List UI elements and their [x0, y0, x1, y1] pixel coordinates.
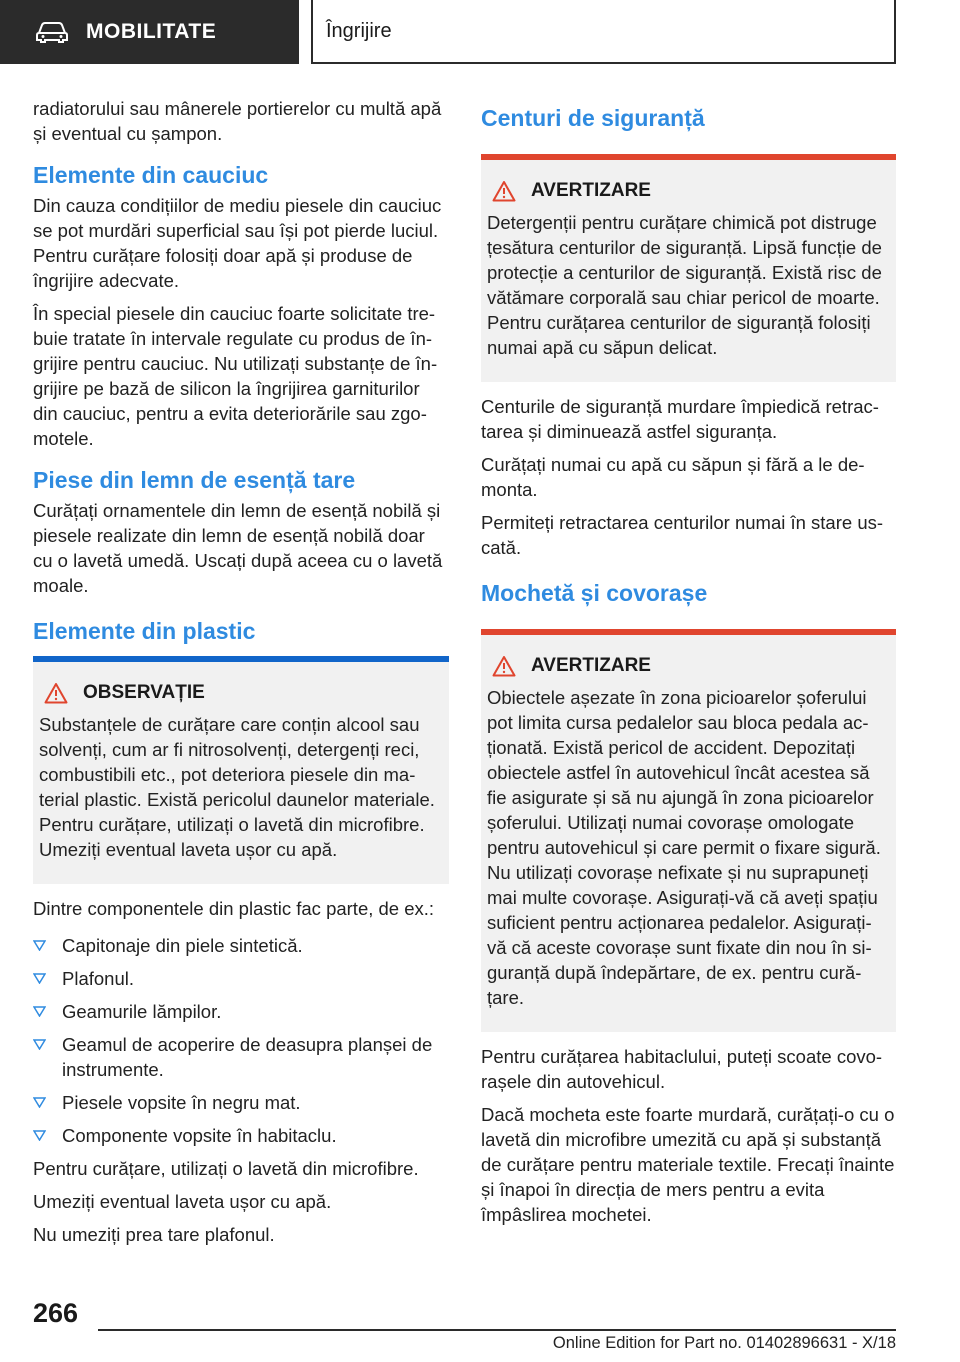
wood-paragraph: Curățați ornamentele din lemn de esență nobilă și piesele realizate din lemn de esență nobilă doar cu o lavetă umedă. Uscați după aceea cu o lavetă moale.	[33, 500, 443, 596]
right-column	[481, 103, 896, 1235]
triangle-bullet-icon	[33, 1130, 46, 1141]
triangle-bullet-icon	[33, 1039, 46, 1050]
note-title-label: OBSERVAȚIE	[83, 682, 205, 703]
rubber-paragraph-2: În special piesele din cauciuc foarte solicitate trebuie tratate în intervale regulate cu produs de îngrijire pentru cauciuc. Nu utilizați substanțe de îngrijire pe bază de silicon la îngrijirea garniturilor din cauciuc, pentru a evita deteriorările sau zgomotele.	[33, 303, 438, 449]
triangle-bullet-icon	[33, 1097, 46, 1108]
note-title	[39, 682, 443, 704]
carpet-paragraph-2: Dacă mocheta este foarte murdară, curățați-o cu o lavetă din microfibre umezită cu apă și substanță de curățare pentru materiale textile. Frecați înainte și înapoi în direcția de mers pentru a evita împâslirea mochetei.	[481, 1104, 895, 1225]
triangle-bullet-icon	[33, 940, 46, 951]
carpet-warning-text: Obiectele așezate în zona picioarelor șoferului pot limita cursa pedalelor sau bloca pedala acționată. Există pericol de accident. Depozitați obiectele astfel în autovehicul încât acestea să fie asigurate și să nu ajungă în zona picioarelor șoferului. Utilizați numai covorașe omologate pentru autovehicul și care permit o fixare sigură. Nu utilizați covorașe nefixate și nu suprapuneți mai multe covorașe. Asigurați-vă că aveți spațiu suficient pentru acționarea pedalelor. Asigurați-vă că aceste covorașe sunt fixate din nou în siguranță după îndepărtare, de ex. pentru curățare.	[487, 687, 881, 1008]
warning-title	[487, 655, 890, 677]
rubber-heading: Elemente din cauciuc	[33, 162, 269, 188]
carpet-heading: Mochetă și covorașe	[481, 580, 708, 606]
carpet-warning-box	[481, 635, 896, 1032]
car-icon	[36, 21, 68, 43]
carpet-paragraph-1: Pentru curățarea habitaclului, puteți scoate covorașele din autovehicul.	[481, 1046, 883, 1092]
header-section-tab[interactable]	[0, 0, 299, 64]
warning-triangle-icon	[492, 655, 516, 677]
plastic-paragraph-3: Umeziți eventual laveta ușor cu apă.	[33, 1191, 332, 1212]
footer-divider	[98, 1329, 896, 1331]
belts-warning-box	[481, 160, 896, 382]
triangle-bullet-icon	[33, 973, 46, 984]
list-item: Piesele vopsite în negru mat.	[33, 1090, 449, 1115]
list-item: Componente vopsite în habitaclu.	[33, 1123, 449, 1148]
wood-heading: Piese din lemn de esență tare	[33, 467, 356, 493]
list-item: Capitonaje din piele sintetică.	[33, 933, 449, 958]
belts-paragraph-1: Centurile de siguranță murdare împiedică retractarea și diminuează astfel siguranța.	[481, 396, 879, 442]
header-section-label: MOBILITATE	[86, 20, 217, 43]
belts-warning-text: Detergenții pentru curățare chimică pot distruge țesătura centurilor de siguranță. Lipsă funcție de protecție a centurilor de siguranță. Există risc de vătămare corporală sau chiar pericol de moarte. Pentru curățarea centurilor de siguranță folosiți numai apă cu săpun delicat.	[487, 212, 882, 358]
warning-title-label: AVERTIZARE	[531, 655, 651, 676]
list-item: Plafonul.	[33, 966, 449, 991]
intro-paragraph: radiatorului sau mânerele portierelor cu multă apă și eventual cu șampon.	[33, 98, 442, 144]
warning-title	[487, 180, 890, 202]
plastic-paragraph-2: Pentru curățare, utilizați o lavetă din microfibre.	[33, 1158, 419, 1179]
warning-triangle-icon	[492, 180, 516, 202]
belts-paragraph-3: Permiteți retractarea centurilor numai în stare uscată.	[481, 512, 884, 558]
warning-triangle-icon	[44, 682, 68, 704]
left-column	[33, 96, 449, 1255]
header-chapter	[311, 0, 896, 64]
belts-heading: Centuri de siguranță	[481, 105, 705, 131]
header-chapter-label: Îngrijire	[326, 19, 392, 42]
page-number: 266	[33, 1298, 79, 1328]
plastic-paragraph-1: Dintre componentele din plastic fac parte, de ex.:	[33, 898, 435, 919]
rubber-paragraph-1: Din cauza condițiilor de mediu piesele din cauciuc se pot murdări superficial sau își pot pierde luciul. Pentru curățare folosiți doar apă și produse de îngrijire adecvate.	[33, 195, 442, 291]
plastic-heading: Elemente din plastic	[33, 618, 256, 644]
plastic-list	[33, 933, 449, 1148]
note-text: Substanțele de curățare care conțin alcool sau solvenți, cum ar fi nitrosolvenți, detergenți reci, combustibili etc., pot deteriora piesele din material plastic. Există pericolul daunelor materiale. Pentru curățare, utilizați o lavetă din microfibre. Umeziți eventual laveta ușor cu apă.	[39, 714, 435, 860]
list-item: Geamurile lămpilor.	[33, 999, 449, 1024]
list-item: Geamul de acoperire de deasupra planșei de instrumente.	[33, 1032, 449, 1082]
triangle-bullet-icon	[33, 1006, 46, 1017]
plastic-paragraph-4: Nu umeziți prea tare plafonul.	[33, 1224, 275, 1245]
footer-edition: Online Edition for Part no. 01402896631 - X/18	[552, 1334, 896, 1352]
warning-title-label: AVERTIZARE	[531, 180, 651, 201]
belts-paragraph-2: Curățați numai cu apă cu săpun și fără a le demonta.	[481, 454, 865, 500]
note-box	[33, 662, 449, 884]
